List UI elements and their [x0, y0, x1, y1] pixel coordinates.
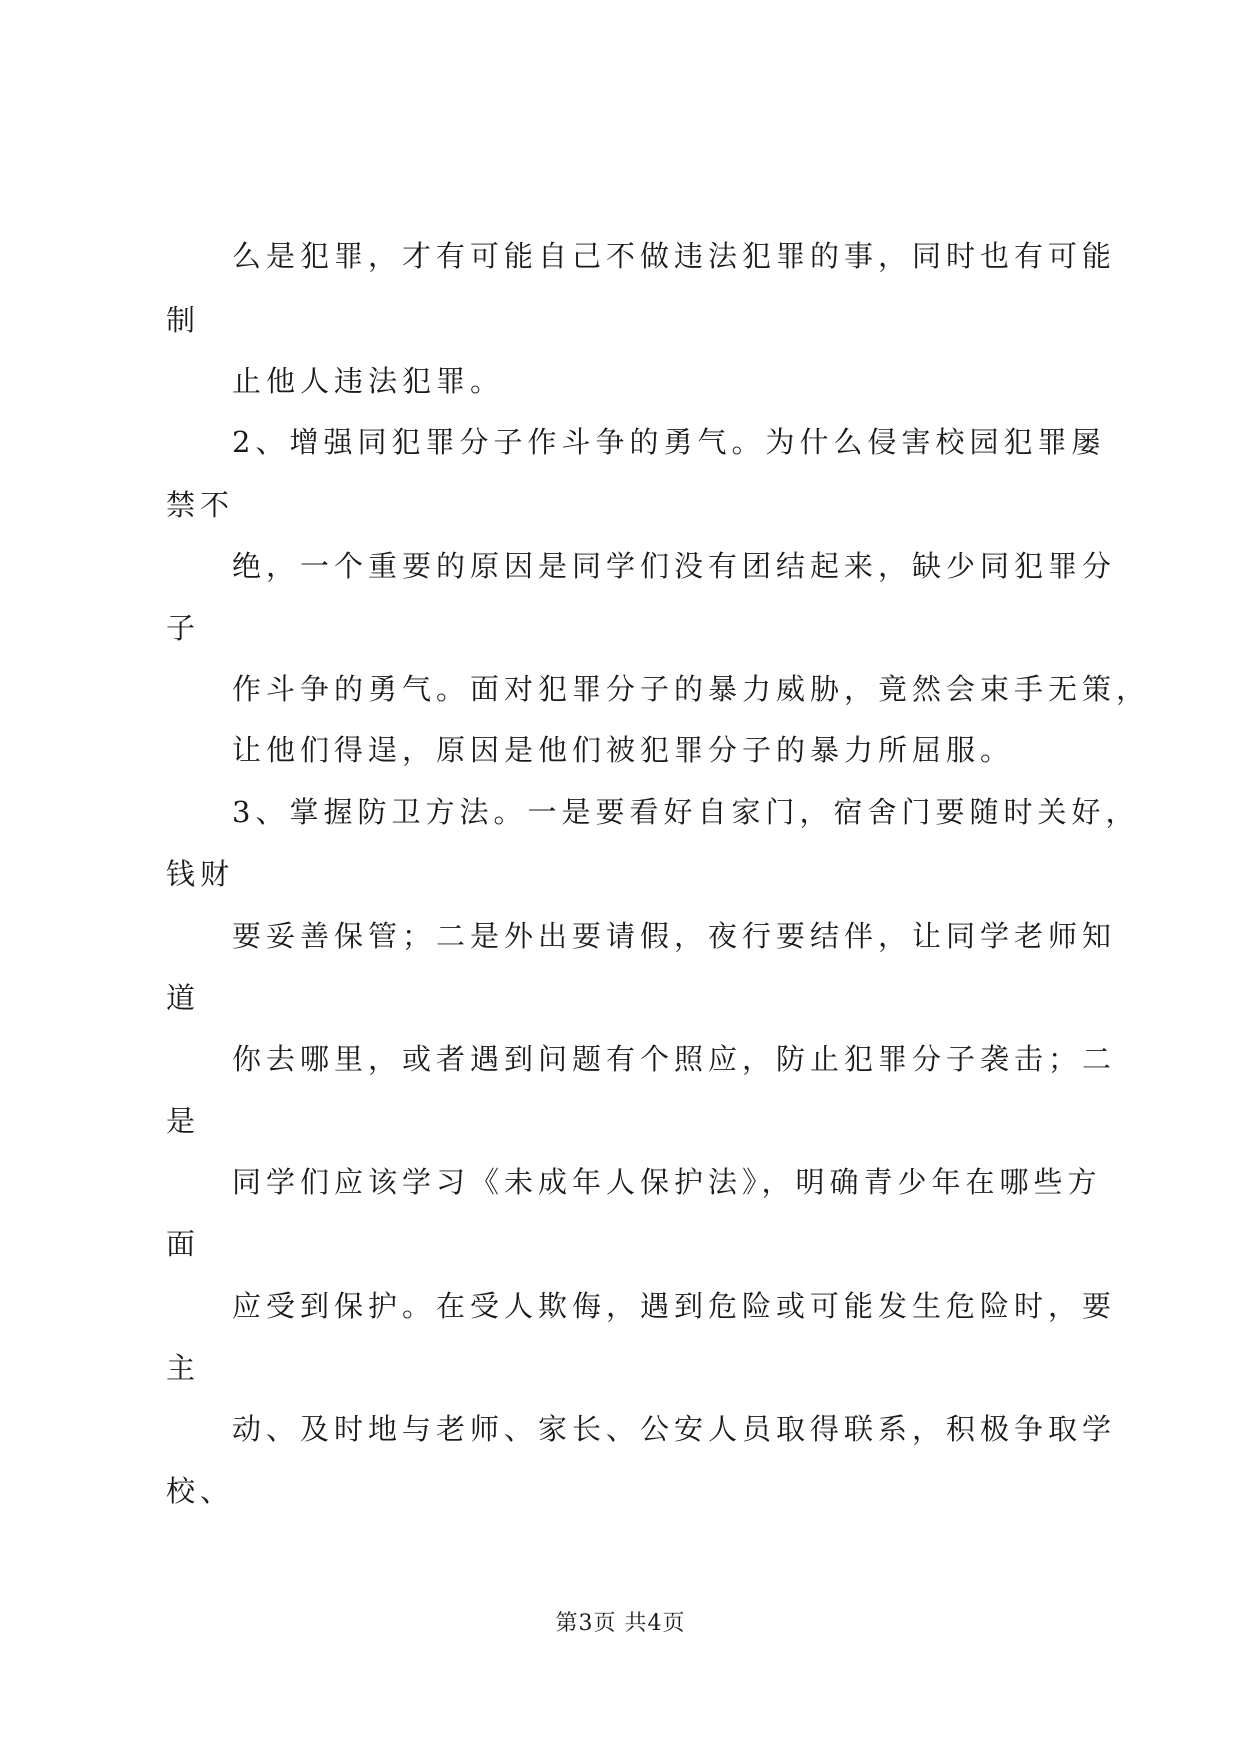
text-line: 么是犯罪，才有可能自己不做违法犯罪的事，同时也有可能	[232, 239, 1117, 273]
text-line: 禁不	[166, 488, 235, 522]
text-line: 制	[166, 303, 201, 337]
text-line: 面	[166, 1227, 201, 1261]
text-line: 应受到保护。在受人欺侮，遇到危险或可能发生危险时，要	[232, 1289, 1117, 1323]
text-line: 主	[166, 1351, 201, 1385]
text-line: 让他们得逞，原因是他们被犯罪分子的暴力所屈服。	[232, 733, 1015, 767]
text-line: 要妥善保管；二是外出要请假，夜行要结伴，让同学老师知	[232, 919, 1117, 953]
text-line: 同学们应该学习《未成年人保护法》，明确青少年在哪些方	[232, 1165, 1102, 1199]
text-line: 是	[166, 1104, 201, 1138]
text-line: 作斗争的勇气。面对犯罪分子的暴力威胁，竟然会束手无策，	[232, 672, 1151, 706]
text-line: 你去哪里，或者遇到问题有个照应，防止犯罪分子袭击；二	[232, 1042, 1117, 1076]
text-line: 止他人违法犯罪。	[232, 364, 505, 398]
text-line: 3、掌握防卫方法。一是要看好自家门，宿舍门要随时关好，	[232, 795, 1140, 829]
text-line: 校、	[166, 1474, 235, 1508]
text-line: 绝，一个重要的原因是同学们没有团结起来，缺少同犯罪分	[232, 549, 1117, 583]
text-line: 动、及时地与老师、家长、公安人员取得联系，积极争取学	[232, 1412, 1117, 1446]
text-line: 子	[166, 611, 201, 645]
text-line: 钱财	[166, 857, 235, 891]
text-line: 道	[166, 981, 201, 1015]
text-line: 2、增强同犯罪分子作斗争的勇气。为什么侵害校园犯罪屡	[232, 425, 1106, 459]
page-footer: 第3页 共4页	[555, 1611, 686, 1636]
